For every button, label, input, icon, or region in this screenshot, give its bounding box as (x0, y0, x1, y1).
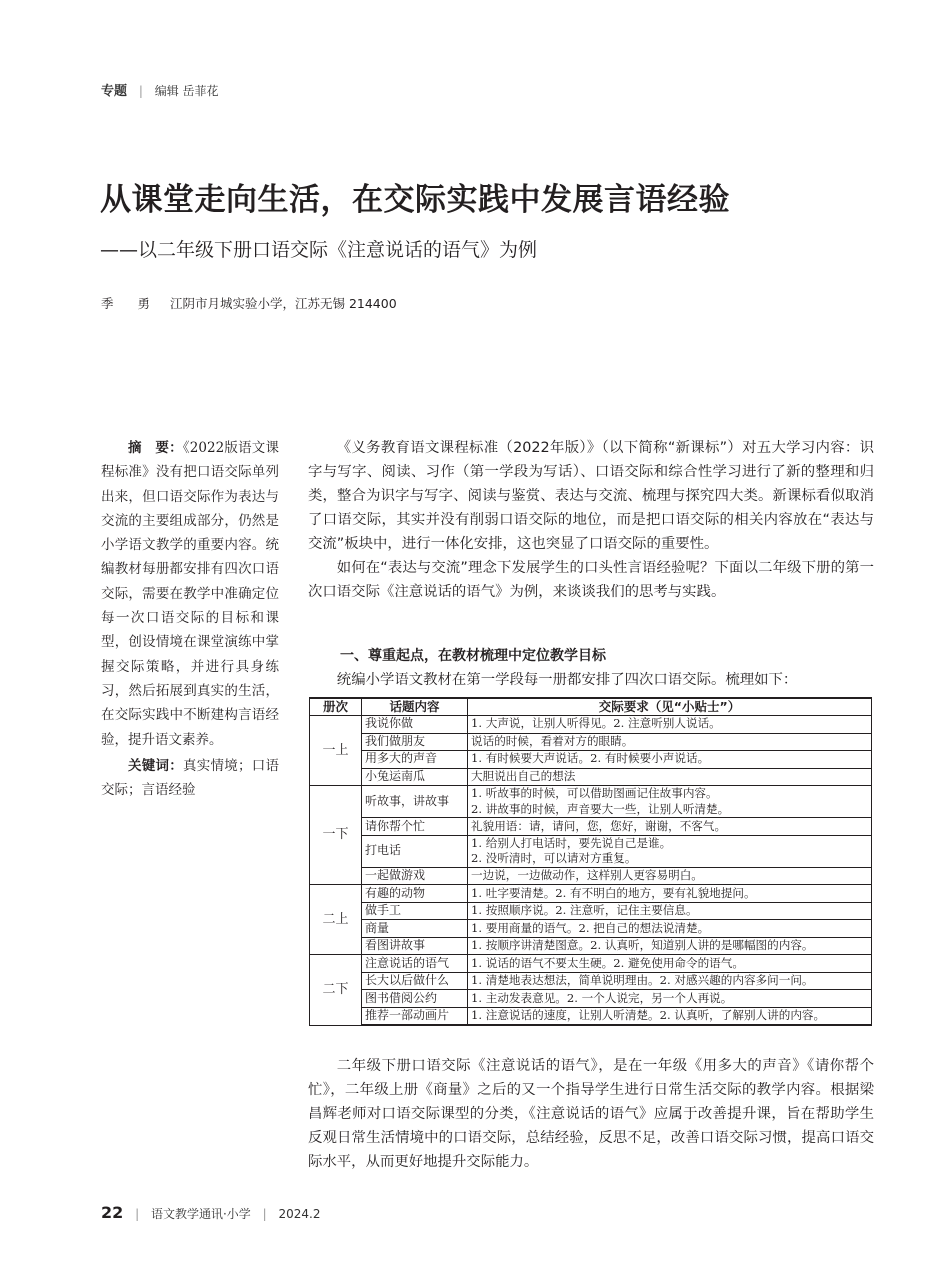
issue-date: 2024.2 (278, 1207, 321, 1221)
abstract-column (101, 436, 279, 802)
table-row (310, 835, 872, 867)
topic-cell: 请你帮个忙 (362, 818, 468, 836)
volume-cell: 二下 (310, 955, 362, 1026)
requirement-cell: 1. 注意说话的速度，让别人听清楚。2. 认真听，了解别人讲的内容。 (468, 1007, 872, 1025)
curriculum-table (309, 697, 872, 1026)
requirement-cell: 礼貌用语：请，请问，您，您好，谢谢，不客气。 (468, 818, 872, 836)
page-number: 22 (101, 1203, 124, 1222)
table-row (310, 751, 872, 769)
table-row (310, 955, 872, 973)
keywords-label: 关键词： (128, 757, 183, 774)
requirement-line: 1. 给别人打电话时，要先说自己是谁。 (471, 835, 672, 850)
requirement-cell: 1. 主动发表意见。2. 一个人说完，另一个人再说。 (468, 990, 872, 1008)
paragraph-3: 统编小学语文教材在第一学段每一册都安排了四次口语交际。梳理如下： (336, 672, 798, 688)
topic-cell: 图书借阅公约 (362, 990, 468, 1008)
topic-cell: 小兔运南瓜 (362, 768, 468, 786)
topic-cell: 用多大的声音 (362, 751, 468, 769)
requirement-cell: 1. 有时候要大声说话。2. 有时候要小声说话。 (468, 751, 872, 769)
topic-cell: 我说你做 (362, 716, 468, 734)
table-row (310, 990, 872, 1008)
topic-cell: 长大以后做什么 (362, 972, 468, 990)
article-subtitle: ——以二年级下册口语交际《注意说话的语气》为例 (100, 239, 538, 261)
requirement-line: 2. 没听清时，可以请对方重复。 (471, 851, 637, 866)
topic-cell: 商量 (362, 920, 468, 938)
volume-cell: 二上 (310, 885, 362, 955)
paragraph-2: 如何在“表达与交流”理念下发展学生的口头性言语经验呢？下面以二年级下册的第一次口语交际《注意说话的语气》为例，来谈谈我们的思考与实践。 (308, 560, 874, 600)
footer-divider: | (135, 1207, 140, 1221)
requirement-cell (468, 835, 872, 867)
col-header-volume: 册次 (310, 698, 362, 716)
header-editor: 编辑 岳菲花 (154, 84, 219, 98)
keywords (101, 754, 279, 803)
table-header-row (310, 698, 872, 716)
table-row (310, 885, 872, 903)
topic-cell: 打电话 (362, 835, 468, 867)
volume-cell: 一下 (310, 786, 362, 885)
table-row (310, 972, 872, 990)
section-heading-1: 一、尊重起点，在教材梳理中定位教学目标 (340, 648, 606, 664)
requirement-cell: 1. 要用商量的语气。2. 把自己的想法说清楚。 (468, 920, 872, 938)
requirement-cell: 1. 说话的语气不要太生硬。2. 避免使用命令的语气。 (468, 955, 872, 973)
table-row (310, 768, 872, 786)
requirement-cell (468, 786, 872, 818)
requirement-cell: 1. 按照顺序说。2. 注意听，记住主要信息。 (468, 902, 872, 920)
author-name: 季 勇 (101, 296, 160, 311)
topic-cell: 我们做朋友 (362, 733, 468, 751)
topic-cell: 做手工 (362, 902, 468, 920)
keywords-text: 真实情境；口语交际；言语经验 (101, 757, 279, 799)
col-header-requirement: 交际要求（见“小贴士”） (468, 698, 872, 716)
requirement-line: 2. 讲故事的时候，声音要大一些，让别人听清楚。 (471, 801, 730, 816)
abstract-text: 《2022版语文课程标准》没有把口语交际单列出来，但口语交际作为表达与交流的主要组成部分，仍然是小学语文教学的重要内容。统编教材每册都安排有四次口语交际，需要在教学中准确定位每一次口语交际的目标和课型，创设情境在课堂演练中掌握交际策略，并进行具身练习，然后拓展到真实的生活，在交际实践中不断建构言语经验，提升语文素养。 (101, 440, 280, 748)
requirement-cell: 说话的时候，看着对方的眼睛。 (468, 733, 872, 751)
requirement-cell: 1. 清楚地表达想法，简单说明理由。2. 对感兴趣的内容多问一问。 (468, 972, 872, 990)
topic-cell: 注意说话的语气 (362, 955, 468, 973)
running-footer (101, 1203, 321, 1222)
table-row (310, 786, 872, 818)
table-row (310, 733, 872, 751)
requirement-cell: 1. 吐字要清楚。2. 有不明白的地方，要有礼貌地提问。 (468, 885, 872, 903)
table-row (310, 937, 872, 955)
main-body-top (308, 436, 874, 604)
topic-cell: 一起做游戏 (362, 867, 468, 885)
article-title: 从课堂走向生活，在交际实践中发展言语经验 (100, 182, 730, 218)
footer-divider: | (262, 1207, 267, 1221)
header-section: 专题 (101, 84, 128, 99)
journal-name: 语文教学通讯·小学 (150, 1207, 251, 1221)
volume-cell: 一上 (310, 716, 362, 786)
paragraph-4: 二年级下册口语交际《注意说话的语气》，是在一年级《用多大的声音》《请你帮个忙》，二年级上册《商量》之后的又一个指导学生进行日常生活交际的教学内容。根据梁昌辉老师对口语交际课型的分类，《注意说话的语气》应属于改善提升课，旨在帮助学生反观日常生活情境中的口语交际，总结经验，反思不足，改善口语交际习惯，提高口语交际水平，从而更好地提升交际能力。 (308, 1058, 874, 1171)
table-row (310, 920, 872, 938)
requirement-cell: 1. 大声说，让别人听得见。2. 注意听别人说话。 (468, 716, 872, 734)
table-row (310, 902, 872, 920)
topic-cell: 推荐一部动画片 (362, 1007, 468, 1025)
col-header-topic: 话题内容 (362, 698, 468, 716)
requirement-cell: 大胆说出自己的想法 (468, 768, 872, 786)
requirement-line: 1. 听故事的时候，可以借助图画记住故事内容。 (471, 786, 718, 800)
requirement-cell: 1. 按顺序讲清楚图意。2. 认真听，知道别人讲的是哪幅图的内容。 (468, 937, 872, 955)
header-divider: | (138, 84, 143, 98)
table-row (310, 716, 872, 734)
topic-cell: 看图讲故事 (362, 937, 468, 955)
topic-cell: 有趣的动物 (362, 885, 468, 903)
author-line (101, 294, 397, 312)
abstract-label: 摘 要： (128, 440, 183, 456)
table-row (310, 818, 872, 836)
table-row (310, 867, 872, 885)
abstract (101, 436, 279, 752)
paragraph-1: 《义务教育语文课程标准（2022年版）》（以下简称“新课标”）对五大学习内容：识字与写字、阅读、习作（第一学段为写话）、口语交际和综合性学习进行了新的整理和归类，整合为识字与写字、阅读与鉴赏、表达与交流、梳理与探究四大类。新课标看似取消了口语交际，其实并没有削弱口语交际的地位，而是把口语交际的相关内容放在“表达与交流”板块中，进行一体化安排，这也突显了口语交际的重要性。 (308, 440, 874, 552)
topic-cell: 听故事，讲故事 (362, 786, 468, 818)
author-affiliation: 江阴市月城实验小学，江苏无锡 214400 (169, 296, 397, 311)
requirement-cell: 一边说，一边做动作，这样别人更容易明白。 (468, 867, 872, 885)
table-row (310, 1007, 872, 1025)
running-header (101, 80, 219, 99)
